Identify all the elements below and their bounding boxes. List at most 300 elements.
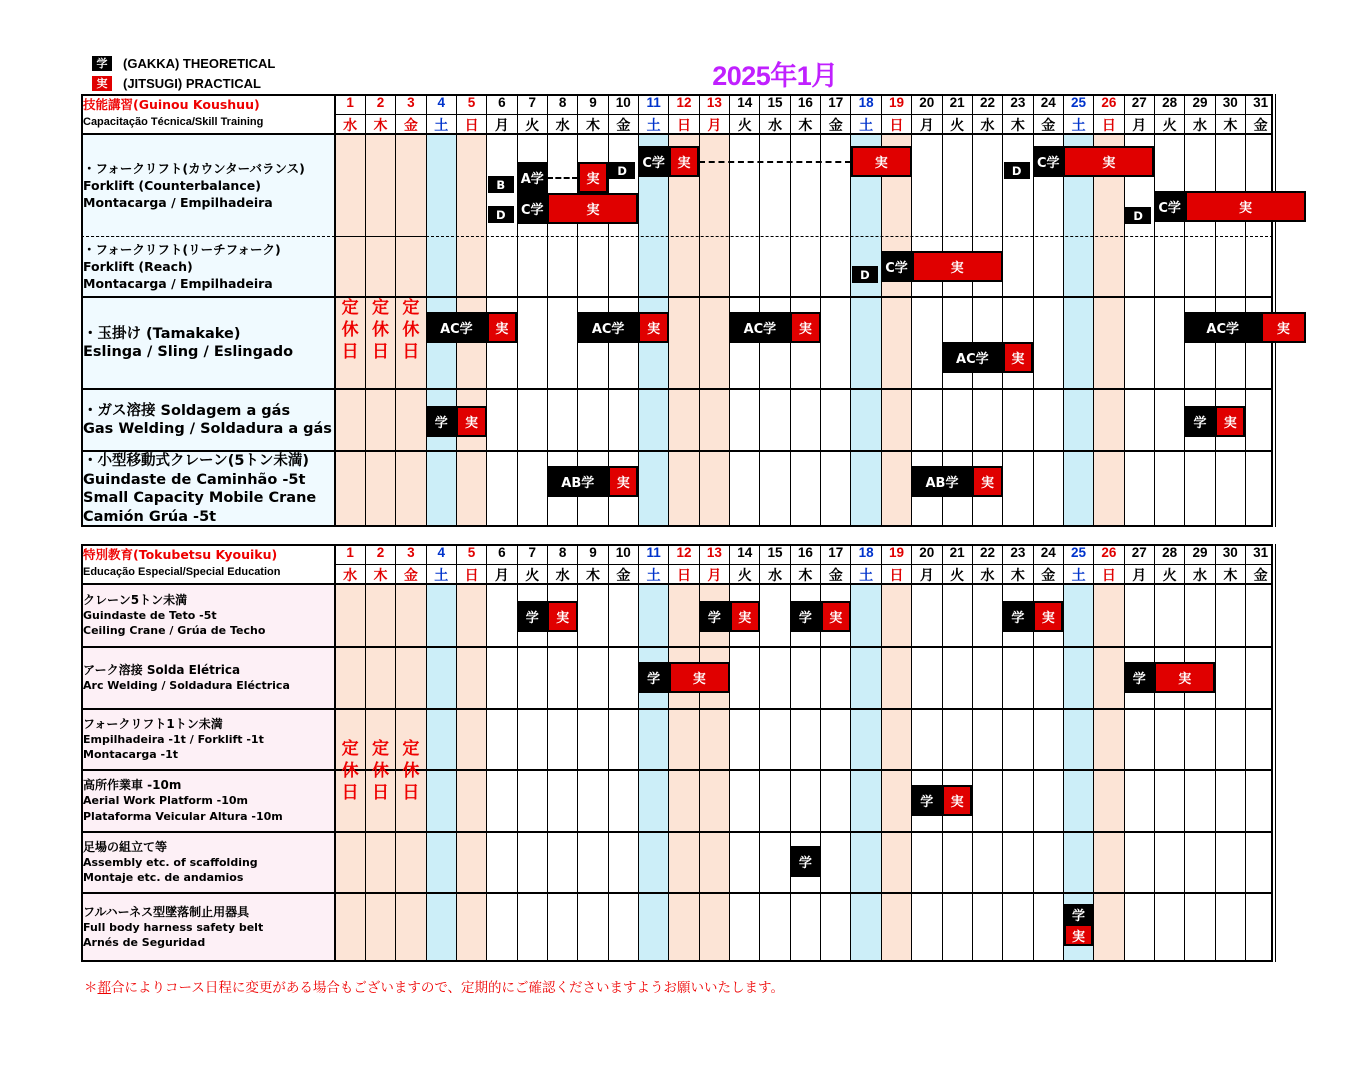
row-divider (81, 646, 1273, 648)
theory-block: 学 (426, 406, 456, 437)
practice-block: 実 (1185, 191, 1306, 222)
footnote-underlined: 都 (97, 980, 111, 996)
day-of-week: 火 (950, 568, 965, 584)
course-name-line: Aerial Work Platform -10m (83, 794, 248, 808)
day-of-week: 金 (828, 568, 843, 584)
course-name-line: Arnés de Seguridad (83, 936, 206, 950)
course-name-line: Montacarga -1t (83, 748, 178, 762)
row-divider (81, 769, 1273, 771)
practice-block: 実 (1154, 662, 1215, 693)
day-of-week: 火 (1162, 568, 1177, 584)
row-divider (81, 892, 1273, 894)
theory-block: C学 (639, 146, 669, 177)
day-number: 9 (589, 545, 597, 560)
theory-block: 学 (1124, 662, 1154, 693)
day-of-week: 月 (707, 118, 722, 134)
theory-block: AB学 (912, 466, 973, 497)
course-name-line: ・フォークリフト(リーチフォーク) (83, 242, 281, 257)
closed-day-label (365, 297, 395, 363)
ab-session-bar (547, 466, 638, 497)
day-of-week: 火 (525, 118, 540, 134)
day-number: 20 (919, 545, 935, 560)
day-of-week: 月 (919, 568, 934, 584)
closed-char: 定 (341, 298, 359, 318)
day-number: 23 (1010, 95, 1026, 110)
theory-block: 学 (1185, 406, 1215, 437)
practice-block: 実 (487, 312, 517, 343)
practice-block: 実 (1033, 601, 1063, 632)
day-of-week: 日 (1101, 568, 1116, 584)
a-theory-block (517, 162, 547, 193)
day-number: 18 (858, 95, 874, 110)
closed-char: 休 (402, 761, 420, 781)
practice-block: 実 (730, 601, 760, 632)
theory-block: 学 (1064, 904, 1092, 924)
closed-day-label (396, 738, 426, 804)
s2-section-subtitle: Educação Especial/Special Education (83, 566, 281, 578)
course-name-line: 高所作業車 -10m (83, 778, 182, 793)
day-number: 29 (1192, 545, 1208, 560)
day-number: 7 (528, 95, 537, 110)
practice-icon: 実 (92, 76, 112, 91)
ab-session-bar (912, 466, 1003, 497)
theory-block: C学 (517, 193, 547, 224)
day-of-week: 木 (585, 568, 600, 584)
day-of-week: 日 (464, 568, 479, 584)
ac-session-bar (426, 312, 517, 343)
footnote (84, 976, 784, 996)
c-session-bar (881, 251, 1002, 282)
practice-block: 実 (942, 785, 972, 816)
course-name-line: Montacarga / Empilhadeira (83, 276, 273, 291)
closed-char: 日 (402, 342, 420, 362)
course-name (83, 593, 265, 639)
day-of-week: 木 (1010, 568, 1025, 584)
day-number: 15 (767, 545, 783, 560)
day-of-week: 月 (1132, 118, 1147, 134)
c-session-bar (1154, 191, 1306, 222)
day-number: 19 (888, 95, 904, 110)
day-of-week: 木 (1223, 568, 1238, 584)
practice-block: 実 (669, 146, 699, 177)
course-name-line: Empilhadeira -1t / Forklift -1t (83, 732, 264, 746)
c-session-bar (639, 146, 700, 177)
day-of-week: 木 (798, 568, 813, 584)
ac-session-bar (1185, 312, 1306, 343)
row-divider-dashed (81, 236, 335, 237)
course-name-line: Ceiling Crane / Grúa de Techo (83, 624, 266, 638)
day-number: 2 (376, 95, 385, 110)
day-number: 28 (1162, 545, 1178, 560)
continuation-line (699, 161, 851, 163)
course-name-line: Assembly etc. of scaffolding (83, 855, 258, 869)
s1-hdr-bottom (81, 133, 1273, 135)
day-of-week: 月 (494, 118, 509, 134)
theory-block: AC学 (426, 312, 487, 343)
s2-section-title: 特別教育(Tokubetsu Kyouiku) (83, 547, 278, 562)
course-name (83, 452, 316, 526)
day-number: 22 (980, 95, 996, 110)
day-of-week: 金 (828, 118, 843, 134)
day-number: 25 (1071, 95, 1087, 110)
ac-session-bar (942, 342, 1033, 373)
day-number: 14 (737, 95, 753, 110)
practice-block: 実 (1003, 342, 1033, 373)
day-of-week: 日 (677, 568, 692, 584)
course-name-line: アーク溶接 Solda Elétrica (83, 662, 241, 677)
day-number: 28 (1162, 95, 1178, 110)
day-of-week: 金 (616, 568, 631, 584)
row-divider (81, 831, 1273, 833)
course-name-line: Arc Welding / Soldadura Eléctrica (83, 678, 290, 692)
theory-block: 学 (1003, 601, 1033, 632)
day-of-week: 水 (980, 118, 995, 134)
day-of-week: 土 (859, 568, 874, 584)
day-number: 23 (1010, 545, 1026, 560)
day-of-week: 火 (525, 568, 540, 584)
practice-block: 実 (1064, 924, 1092, 946)
day-of-week: 土 (646, 118, 661, 134)
day-number: 13 (706, 95, 722, 110)
practice-block: 実 (608, 466, 638, 497)
day-of-week: 木 (798, 118, 813, 134)
course-name (83, 160, 305, 211)
crane-session-bar (517, 601, 578, 632)
course-name-line: Gas Welding / Soldadura a gás (83, 421, 332, 437)
day-number: 10 (615, 95, 631, 110)
row-divider (81, 708, 1273, 710)
practice-block: 実 (456, 406, 486, 437)
practice-block: 実 (547, 193, 638, 224)
day-of-week: 木 (373, 118, 388, 134)
day-of-week: 水 (555, 568, 570, 584)
course-name-line: Montacarga / Empilhadeira (83, 194, 273, 210)
practice-block: 実 (912, 251, 1003, 282)
day-number: 27 (1131, 545, 1147, 560)
closed-char: 定 (341, 739, 359, 759)
theory-icon: 学 (92, 56, 112, 71)
gas-welding-bar (426, 406, 487, 437)
closed-char: 定 (402, 739, 420, 759)
day-of-week: 金 (1041, 118, 1056, 134)
day-number: 1 (346, 95, 354, 110)
day-of-week: 日 (889, 568, 904, 584)
course-name-line: Guindaste de Teto -5t (83, 608, 217, 622)
theory-block: 学 (790, 846, 820, 877)
day-number: 16 (797, 95, 813, 110)
practice-block: 実 (1063, 146, 1154, 177)
s1-hdr-mid (335, 114, 1273, 115)
closed-day-label (396, 297, 426, 363)
page-title: 2025年1月 (712, 61, 838, 91)
course-name (83, 325, 293, 362)
day-of-week: 日 (889, 118, 904, 134)
day-of-week: 金 (1253, 118, 1268, 134)
theory-block: 学 (699, 601, 729, 632)
c-session-bar (517, 193, 638, 224)
closed-char: 休 (372, 320, 390, 340)
day-number: 21 (949, 545, 965, 560)
course-name (83, 663, 290, 694)
course-name-line: Camión Grúa -5t (83, 508, 217, 525)
day-number: 2 (376, 545, 385, 560)
day-number: 10 (615, 545, 631, 560)
day-of-week: 金 (403, 118, 418, 134)
row-divider (81, 388, 1273, 390)
day-of-week: 水 (555, 118, 570, 134)
a-practice-block (578, 162, 608, 193)
aerial-platform-bar (912, 785, 973, 816)
day-number: 4 (437, 545, 445, 560)
course-name-line: Forklift (Counterbalance) (83, 177, 261, 193)
closed-char: 日 (341, 342, 359, 362)
theory-block: C学 (881, 251, 911, 282)
day-number: 26 (1101, 545, 1117, 560)
day-number: 27 (1131, 95, 1147, 110)
footnote-text: 合によりコース日程に変更がある場合もございますので、定期的にご確認くださいますようお願いいたします。 (111, 980, 784, 996)
course-name (83, 241, 281, 292)
row-divider-dashed (426, 236, 1273, 237)
day-of-week: 月 (494, 568, 509, 584)
s1-section-subtitle: Capacitação Técnica/Skill Training (83, 116, 264, 128)
course-name-line: Small Capacity Mobile Crane (83, 490, 317, 506)
class-d-tag: D (1004, 162, 1030, 179)
day-of-week: 土 (434, 118, 449, 134)
practice-block: 実 (972, 466, 1002, 497)
day-number: 3 (407, 545, 415, 560)
day-of-week: 金 (616, 118, 631, 134)
s2-hdr-bottom (81, 583, 1273, 585)
day-number: 21 (949, 95, 965, 110)
closed-char: 休 (341, 761, 359, 781)
day-of-week: 土 (434, 568, 449, 584)
day-of-week: 水 (343, 568, 358, 584)
day-number: 5 (467, 95, 476, 110)
day-number: 17 (828, 545, 844, 560)
day-number: 17 (828, 95, 844, 110)
arc-welding-bar (639, 662, 730, 693)
course-name-line: ・玉掛け (Tamakake) (83, 325, 241, 342)
c-session-bar (1033, 146, 1154, 177)
closed-char: 定 (372, 739, 390, 759)
closed-char: 休 (402, 320, 420, 340)
day-of-week: 土 (859, 118, 874, 134)
day-number: 13 (706, 545, 722, 560)
course-name-line: 足場の組立て等 (83, 839, 168, 854)
day-number: 19 (888, 545, 904, 560)
day-of-week: 金 (1041, 568, 1056, 584)
theory-block: AC学 (578, 312, 639, 343)
day-of-week: 木 (1223, 118, 1238, 134)
day-number: 29 (1192, 95, 1208, 110)
theory-block: 学 (639, 662, 669, 693)
day-number: 24 (1040, 545, 1056, 560)
continuation-line (547, 177, 577, 179)
closed-char: 休 (372, 761, 390, 781)
day-number: 22 (980, 545, 996, 560)
s2-hdr-mid (335, 564, 1273, 565)
day-of-week: 水 (1192, 118, 1207, 134)
practice-block: 実 (821, 601, 851, 632)
arc-welding-bar (1124, 662, 1215, 693)
day-number: 5 (467, 545, 476, 560)
day-number: 30 (1222, 95, 1238, 110)
day-of-week: 火 (737, 118, 752, 134)
day-of-week: 水 (768, 568, 783, 584)
course-name (83, 840, 258, 886)
day-of-week: 水 (1192, 568, 1207, 584)
day-number: 30 (1222, 545, 1238, 560)
day-number: 1 (346, 545, 354, 560)
day-of-week: 火 (950, 118, 965, 134)
practice-block: 実 (578, 162, 608, 193)
day-of-week: 金 (403, 568, 418, 584)
practice-block: 実 (638, 312, 668, 343)
day-of-week: 月 (707, 568, 722, 584)
s1-section-title: 技能講習(Guinou Koushuu) (83, 97, 260, 112)
day-number: 8 (558, 545, 567, 560)
closed-char: 日 (372, 783, 390, 803)
theory-block: C学 (1154, 191, 1184, 222)
closed-day-label (365, 738, 395, 804)
class-d-tag: D (488, 206, 514, 223)
day-of-week: 水 (343, 118, 358, 134)
crane-session-bar (1003, 601, 1064, 632)
day-of-week: 木 (373, 568, 388, 584)
day-of-week: 月 (1132, 568, 1147, 584)
scaffolding-bar (790, 846, 820, 877)
course-name-line: Montaje etc. de andamios (83, 871, 244, 885)
row-divider-gap (335, 236, 426, 237)
theory-block: C学 (1033, 146, 1063, 177)
theory-block: AB学 (547, 466, 608, 497)
course-name-line: ・フォークリフト(カウンターバランス) (83, 160, 305, 176)
day-number: 18 (858, 545, 874, 560)
course-name-line: Guindaste de Caminhão -5t (83, 471, 306, 488)
course-name (83, 778, 283, 824)
day-number: 4 (437, 95, 445, 110)
day-number: 15 (767, 95, 783, 110)
day-of-week: 水 (768, 118, 783, 134)
theory-block: AC学 (1185, 312, 1261, 343)
course-name-line: Eslinga / Sling / Eslingado (83, 344, 294, 360)
day-of-week: 日 (1101, 118, 1116, 134)
crane-session-bar (699, 601, 760, 632)
day-of-week: 木 (1010, 118, 1025, 134)
day-number: 12 (676, 95, 692, 110)
course-name (83, 905, 263, 951)
theory-block: A学 (517, 162, 547, 193)
gas-welding-bar (1185, 406, 1246, 437)
course-name-line: ・ガス溶接 Soldagem a gás (83, 402, 291, 419)
course-name-line: Plataforma Veicular Altura -10m (83, 809, 283, 823)
course-name (83, 402, 332, 439)
day-of-week: 火 (737, 568, 752, 584)
theory-label: (GAKKA) THEORETICAL (123, 55, 276, 71)
class-d-tag: D (609, 162, 635, 179)
day-number: 3 (407, 95, 415, 110)
day-number: 12 (676, 545, 692, 560)
day-of-week: 木 (585, 118, 600, 134)
day-of-week: 日 (464, 118, 479, 134)
ac-session-bar (578, 312, 669, 343)
day-of-week: 金 (1253, 568, 1268, 584)
s2-col-line (1275, 544, 1276, 962)
closed-char: 休 (341, 320, 359, 340)
closed-char: 日 (372, 342, 390, 362)
day-number: 25 (1071, 545, 1087, 560)
day-number: 31 (1253, 95, 1269, 110)
theory-block: AC学 (730, 312, 791, 343)
day-number: 11 (646, 545, 661, 560)
day-number: 24 (1040, 95, 1056, 110)
day-of-week: 水 (980, 568, 995, 584)
day-number: 6 (498, 95, 506, 110)
practice-block: 実 (669, 662, 730, 693)
day-number: 6 (498, 545, 506, 560)
day-number: 8 (558, 95, 567, 110)
theory-block: AC学 (942, 342, 1003, 373)
day-number: 31 (1253, 545, 1269, 560)
class-d-tag: D (852, 266, 878, 283)
theory-block: 学 (912, 785, 942, 816)
footnote-prefix: ＊ (84, 980, 98, 996)
day-of-week: 月 (919, 118, 934, 134)
day-of-week: 土 (1071, 568, 1086, 584)
theory-block: 学 (790, 601, 820, 632)
practice-label: (JITSUGI) PRACTICAL (123, 75, 261, 91)
day-number: 16 (797, 545, 813, 560)
closed-day-label (335, 297, 365, 363)
day-number: 14 (737, 545, 753, 560)
day-of-week: 火 (1162, 118, 1177, 134)
day-number: 20 (919, 95, 935, 110)
course-name-line: ・小型移動式クレーン(5トン未満) (83, 453, 310, 469)
class-b-tag: B (488, 176, 514, 193)
day-number: 11 (646, 95, 661, 110)
practice-block: 実 (547, 601, 577, 632)
closed-char: 日 (341, 783, 359, 803)
s1-col-line (1275, 94, 1276, 527)
closed-char: 定 (372, 298, 390, 318)
closed-char: 定 (402, 298, 420, 318)
course-name-line: フォークリフト1トン未満 (83, 716, 223, 731)
course-name-line: フルハーネス型墜落制止用器具 (83, 904, 250, 919)
theory-block: 学 (517, 601, 547, 632)
row-divider (81, 296, 1273, 298)
day-number: 26 (1101, 95, 1117, 110)
closed-char: 日 (402, 783, 420, 803)
class-d-tag: D (1125, 207, 1151, 224)
course-name (83, 717, 264, 763)
course-name-line: Forklift (Reach) (83, 259, 193, 274)
practice-block: 実 (851, 146, 912, 177)
day-of-week: 土 (1071, 118, 1086, 134)
course-name-line: クレーン5トン未満 (83, 592, 188, 607)
day-of-week: 日 (677, 118, 692, 134)
day-number: 7 (528, 545, 537, 560)
harness-session-stack (1064, 904, 1092, 946)
practice-block: 実 (1261, 312, 1307, 343)
day-number: 9 (589, 95, 597, 110)
crane-session-bar (790, 601, 851, 632)
practice-block: 実 (790, 312, 820, 343)
closed-day-label (335, 738, 365, 804)
day-of-week: 土 (646, 568, 661, 584)
practice-block: 実 (1215, 406, 1245, 437)
ac-session-bar (730, 312, 821, 343)
course-name-line: Full body harness safety belt (83, 920, 264, 934)
